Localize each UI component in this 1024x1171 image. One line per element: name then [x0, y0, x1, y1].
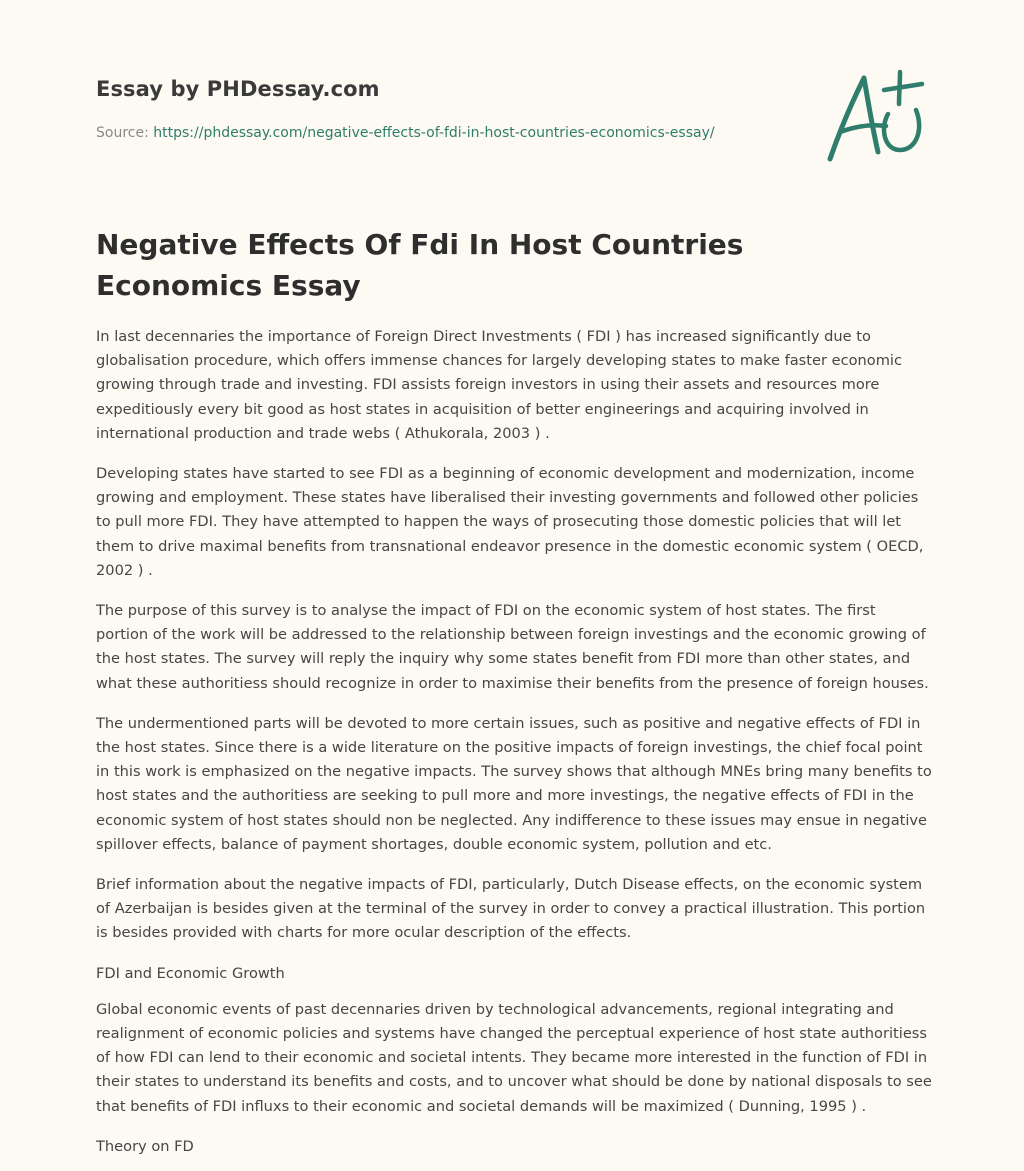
source-label: Source:	[96, 125, 154, 141]
source-line	[96, 125, 715, 141]
paragraph: In last decennaries the importance of Foreign Direct Investments ( FDI ) has increased significantly due to globalisation procedure, which offers immense chances for largely developing states to make faster economic growing through trade and investing. FDI assists foreign investors in using their assets and resources more expeditiously every bit good as host states in acquisition of better engineerings and acquiring involved in international production and trade webs ( Athukorala, 2003 ) .	[96, 328, 902, 442]
paragraph: Brief information about the negative impacts of FDI, particularly, Dutch Disease effects, on the economic system of Azerbaijan is besides given at the terminal of the survey in order to convey a practical illustration. This portion is besides provided with charts for more ocular description of the effects.	[96, 876, 926, 942]
section-heading: Theory on FD	[96, 1137, 194, 1155]
a-plus-logo-icon	[820, 66, 930, 166]
essay-title: Negative Effects Of Fdi In Host Countries Economics Essay	[96, 228, 744, 302]
paragraph: The purpose of this survey is to analyse the impact of FDI on the economic system of host states. The first portion of the work will be addressed to the relationship between foreign investings and the economic growing of the host states. The survey will reply the inquiry why some states benefit from FDI more than other states, and what these authoritiess should recognize in order to maximise their benefits from the presence of foreign houses.	[96, 602, 929, 692]
section-heading: FDI and Economic Growth	[96, 964, 285, 982]
source-link[interactable]: https://phdessay.com/negative-effects-of-fdi-in-host-countries-economics-essay/	[153, 125, 715, 141]
paragraph: Global economic events of past decennaries driven by technological advancements, regional integrating and realignment of economic policies and systems have changed the perceptual experience of host state authoritiess of how FDI can lend to their economic and societal intents. They became more interested in the function of FDI in their states to understand its benefits and costs, and to uncover what should be done by national disposals to see that benefits of FDI influxs to their economic and societal demands will be maximized ( Dunning, 1995 ) .	[96, 1000, 932, 1115]
paragraph: Developing states have started to see FDI as a beginning of economic development and modernization, income growing and employment. These states have liberalised their investing governments and followed other policies to pull more FDI. They have attempted to happen the ways of prosecuting those domestic policies that will let them to drive maximal benefits from transnational endeavor presence in the domestic economic system ( OECD, 2002 ) .	[96, 465, 924, 579]
paragraph: The undermentioned parts will be devoted to more certain issues, such as positive and negative effects of FDI in the host states. Since there is a wide literature on the positive impacts of foreign investings, the chief focal point in this work is emphasized on the negative impacts. The survey shows that although MNEs bring many benefits to host states and the authoritiess are seeking to pull more and more investings, the negative effects of FDI in the economic system of host states should non be neglected. Any indifference to these issues may ensue in negative spillover effects, balance of payment shortages, double economic system, pollution and etc.	[96, 714, 932, 853]
essay-body	[96, 325, 932, 1171]
site-brand: Essay by PHDessay.com	[96, 77, 380, 101]
